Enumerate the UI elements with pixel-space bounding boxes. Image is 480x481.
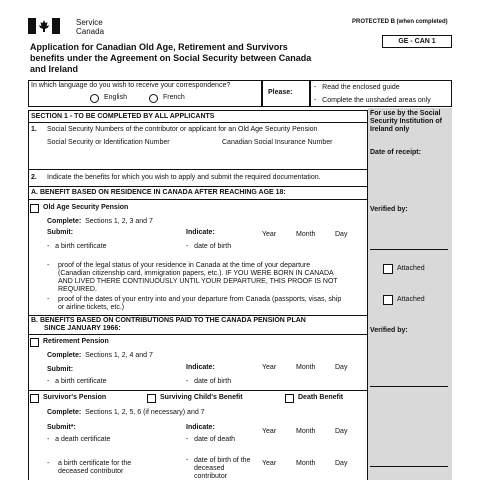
- sectionA-heading: A. BENEFIT BASED ON RESIDENCE IN CANADA AFTER REACHING AGE 18:: [31, 189, 286, 196]
- please-label: Please:: [268, 89, 293, 96]
- sectionB-year3-label: Year: [262, 460, 277, 467]
- child-benefit-checkbox[interactable]: [147, 394, 156, 403]
- sectionB-top-rule: [28, 315, 368, 316]
- sectionA-submit-label: Submit:: [47, 229, 74, 236]
- sectionB-item-deceased-birth: a birth certificate for the deceased contributor: [58, 460, 132, 475]
- sectionB-indicate-date-of-death: - date of death: [186, 436, 236, 443]
- verified-signature-line-2: [370, 386, 448, 387]
- language-question: In which language do you wish to receive your correspondence?: [31, 82, 231, 89]
- oas-checkbox[interactable]: [30, 204, 39, 213]
- sectionB-submit2-label: Submit*:: [47, 424, 76, 431]
- sectionB-item-death-cert: - a death certificate: [47, 436, 111, 443]
- sectionB-heading-rule: [28, 334, 368, 335]
- section1-top-rule: [28, 110, 368, 111]
- sectionB-month-label: Month: [296, 364, 316, 371]
- agency-name-line1: Service: [76, 18, 103, 27]
- ssn-field-label: Social Security or Identification Number: [47, 139, 170, 146]
- english-radio[interactable]: [90, 94, 99, 103]
- sectionB-indicate-deceased-dob-dash: -: [186, 457, 189, 464]
- sectionB-complete2: Complete: Sections 1, 2, 5, 6 (if necessary) and 7: [47, 409, 205, 416]
- maple-leaf-icon: [28, 18, 60, 34]
- death-benefit-label: Death Benefit: [298, 394, 344, 401]
- form-title: Application for Canadian Old Age, Retirement and Survivors benefits under the Agreement on Social Security between Canada and Ireland: [30, 42, 312, 74]
- sectionB-heading-line2: SINCE JANUARY 1966:: [44, 325, 121, 332]
- sectionB-day2-label: Day: [335, 428, 348, 435]
- sectionB-submit-label: Submit:: [47, 366, 74, 373]
- q2-text: Indicate the benefits for which you wish to apply and submit the required documentation.: [47, 174, 321, 181]
- attached-label-1: Attached: [397, 265, 425, 272]
- child-benefit-label: Surviving Child's Benefit: [160, 394, 243, 401]
- q1-text: Social Security Numbers of the contributor or applicant for an Old Age Security Pension: [47, 126, 318, 133]
- death-benefit-checkbox[interactable]: [285, 394, 294, 403]
- sectionA-day-label: Day: [335, 231, 348, 238]
- sectionB-indicate-deceased-dob: date of birth of the deceased contributor: [194, 457, 251, 480]
- q2-number: 2.: [31, 174, 37, 181]
- sectionB-indicate2-label: Indicate:: [186, 424, 215, 431]
- sectionB-item-birth-cert: - a birth certificate: [47, 378, 107, 385]
- instruction-complete-unshaded: - Complete the unshaded areas only: [314, 97, 431, 104]
- retirement-label: Retirement Pension: [43, 338, 109, 345]
- french-label: French: [163, 94, 185, 101]
- sectionA-month-label: Month: [296, 231, 316, 238]
- form-code: GE - CAN 1: [398, 38, 436, 45]
- sectionB-year-label: Year: [262, 364, 277, 371]
- survivor-label: Survivor's Pension: [43, 394, 107, 401]
- protected-label: PROTECTED B (when completed): [352, 19, 448, 25]
- sectionB-sub-rule: [28, 390, 368, 391]
- sectionA-top-rule: [28, 186, 368, 187]
- sectionB-date-of-death-input[interactable]: [258, 434, 362, 446]
- sectionB-complete: Complete: Sections 1, 2, 4 and 7: [47, 352, 153, 359]
- sectionB-month2-label: Month: [296, 428, 316, 435]
- sectionA-item-birth-cert: - a birth certificate: [47, 243, 107, 250]
- office-use-sidebar: [368, 108, 452, 480]
- section1-heading: SECTION 1 - TO BE COMPLETED BY ALL APPLICANTS: [31, 113, 215, 120]
- sectionA-item-dates-dash: -: [47, 296, 50, 303]
- sectionB-heading-line1: B. BENEFITS BASED ON CONTRIBUTIONS PAID TO THE CANADA PENSION PLAN: [31, 317, 306, 324]
- sectionA-item-legal-status-dash: -: [47, 262, 50, 269]
- sin-input[interactable]: [222, 150, 362, 164]
- oas-label: Old Age Security Pension: [43, 204, 129, 211]
- canada-flag-logo: [28, 18, 60, 34]
- sidebar-heading: For use by the Social Security Institution of Ireland only: [370, 110, 442, 133]
- section1-heading-rule: [28, 122, 368, 123]
- sectionA-item-legal-status: proof of the legal status of your residence in Canada at the time of your departure (Canadian citizenship card, immigration papers, etc.). IF YOU WERE BORN IN CANADA AND LIVED THERE CONTINUOUSLY UNTIL YOUR DEPARTURE, THIS PROOF IS NOT REQUIRED.: [58, 262, 338, 293]
- form-left-border: [28, 110, 29, 480]
- instruction-read-guide: - Read the enclosed guide: [314, 84, 400, 91]
- sectionA-complete: Complete: Sections 1, 2, 3 and 7: [47, 218, 153, 225]
- sectionB-month3-label: Month: [296, 460, 316, 467]
- attached-checkbox-1[interactable]: [383, 264, 393, 274]
- sectionA-dob-input[interactable]: [258, 240, 362, 252]
- form-code-box: [382, 35, 452, 48]
- sectionB-day3-label: Day: [335, 460, 348, 467]
- verified-signature-line-1: [370, 249, 448, 250]
- form-right-border: [367, 110, 368, 480]
- sectionB-dob-input[interactable]: [258, 375, 362, 387]
- sectionA-heading-rule: [28, 199, 368, 200]
- agency-name-line2: Canada: [76, 27, 105, 36]
- sin-field-label: Canadian Social Insurance Number: [222, 139, 333, 146]
- verified-signature-line-3: [370, 466, 448, 467]
- verified-by-label-1: Verified by:: [370, 206, 408, 213]
- sectionA-indicate-label: Indicate:: [186, 229, 215, 236]
- sectionB-year2-label: Year: [262, 428, 277, 435]
- sectionB-day-label: Day: [335, 364, 348, 371]
- verified-by-label-2: Verified by:: [370, 327, 408, 334]
- sectionB-indicate-label: Indicate:: [186, 364, 215, 371]
- english-label: English: [104, 94, 127, 101]
- ssn-input[interactable]: [47, 150, 207, 164]
- survivor-checkbox[interactable]: [30, 394, 39, 403]
- sectionA-item-dates: proof of the dates of your entry into and your departure from Canada (passports, visas, ship or airline tickets, etc.): [58, 296, 342, 311]
- retirement-checkbox[interactable]: [30, 338, 39, 347]
- q1-bottom-rule: [28, 169, 368, 170]
- q1-number: 1.: [31, 126, 37, 133]
- french-radio[interactable]: [149, 94, 158, 103]
- date-of-receipt-label: Date of receipt:: [370, 149, 421, 156]
- sectionA-year-label: Year: [262, 231, 277, 238]
- sectionB-item-deceased-birth-dash: -: [47, 460, 50, 467]
- sectionA-indicate-dob: - date of birth: [186, 243, 232, 250]
- sectionB-indicate-dob: - date of birth: [186, 378, 232, 385]
- attached-checkbox-2[interactable]: [383, 295, 393, 305]
- attached-label-2: Attached: [397, 296, 425, 303]
